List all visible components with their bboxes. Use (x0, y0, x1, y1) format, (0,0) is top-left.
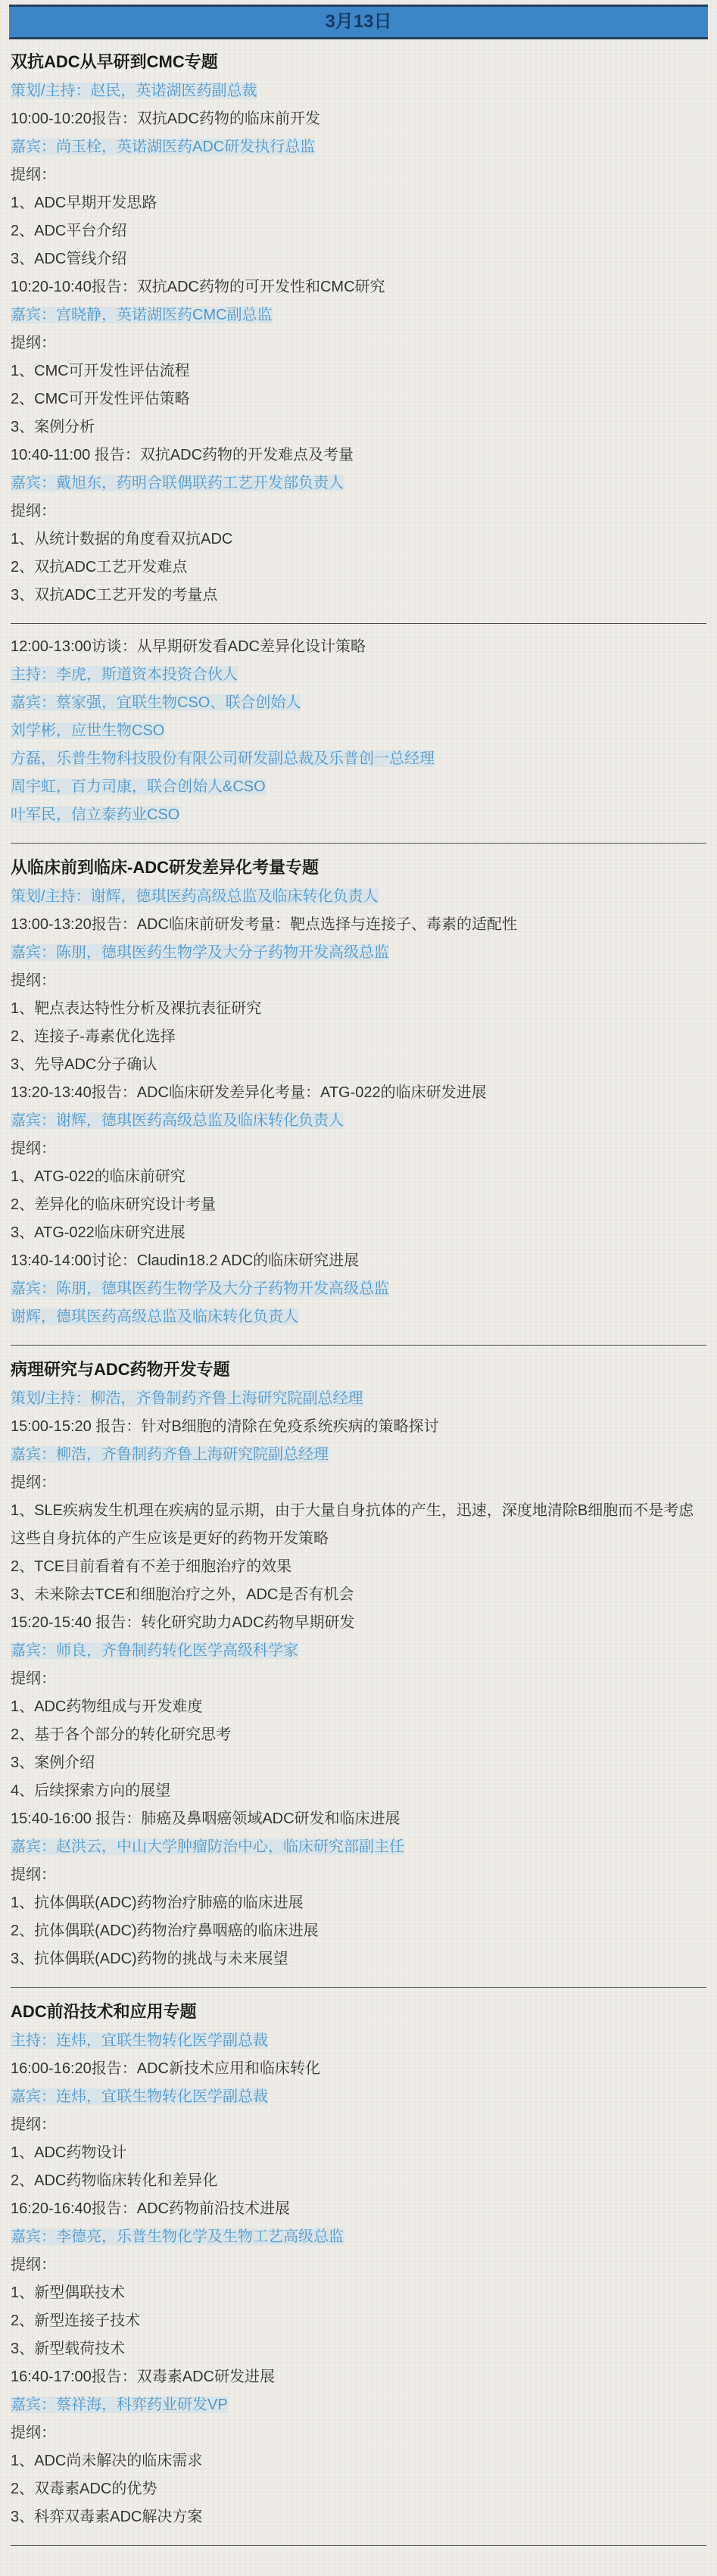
line-text: 10:00-10:20报告：双抗ADC药物的临床前开发 (11, 111, 320, 127)
line-text: 提纲： (11, 503, 56, 519)
host-line (11, 661, 706, 689)
talk-line (11, 1609, 706, 1637)
line-text: 3、双抗ADC工艺开发的考量点 (11, 587, 218, 603)
line-text: 2、连接子-毒素优化选择 (11, 1028, 176, 1045)
outline-label (11, 161, 706, 189)
outline-item (11, 1889, 706, 1917)
line-text: 提纲： (11, 2425, 56, 2441)
line-text: 3、ATG-022临床研究进展 (11, 1224, 185, 1241)
outline-item (11, 1777, 706, 1805)
line-text: 16:00-16:20报告：ADC新技术应用和临床转化 (11, 2060, 320, 2077)
host-line (11, 2027, 706, 2055)
line-text: 2、抗体偶联(ADC)药物治疗鼻咽癌的临床进展 (11, 1923, 319, 1939)
outline-label (11, 2251, 706, 2279)
line-text: 提纲： (11, 1140, 56, 1157)
outline-item (11, 1693, 706, 1721)
host-line (11, 883, 706, 911)
talk-line (11, 1079, 706, 1107)
line-text: 2、新型连接子技术 (11, 2312, 141, 2329)
guest-line (11, 801, 706, 829)
line-text: 提纲： (11, 2256, 56, 2273)
line-text: 1、从统计数据的角度看双抗ADC (11, 531, 233, 547)
guest-line (11, 1833, 706, 1861)
talk-line (11, 633, 706, 661)
outline-label (11, 967, 706, 995)
talk-line (11, 2363, 706, 2391)
talk-line (11, 1413, 706, 1441)
talk-line (11, 2195, 706, 2223)
outline-item (11, 554, 706, 582)
outline-label (11, 2419, 706, 2447)
outline-label (11, 2111, 706, 2139)
guest-line (11, 1441, 706, 1469)
guest-line (11, 2391, 706, 2419)
line-text: 提纲： (11, 167, 56, 183)
guest-line (11, 2223, 706, 2251)
line-text: 主持：李虎，斯道资本投资合伙人 (11, 666, 238, 683)
line-text: 提纲： (11, 2116, 56, 2133)
outline-item (11, 1051, 706, 1079)
outline-label (11, 497, 706, 525)
sections-container (0, 47, 717, 2546)
line-text: 策划/主持：赵民，英诺湖医药副总裁 (11, 83, 257, 99)
line-text: 提纲： (11, 972, 56, 989)
line-text: 1、ADC尚未解决的临床需求 (11, 2453, 203, 2469)
outline-item (11, 2335, 706, 2363)
outline-label (11, 329, 706, 357)
line-text: 10:40-11:00 报告：双抗ADC药物的开发难点及考量 (11, 447, 354, 463)
outline-item (11, 2167, 706, 2195)
line-text: 3、新型载荷技术 (11, 2341, 126, 2357)
outline-item (11, 2447, 706, 2475)
line-text: 2、双抗ADC工艺开发难点 (11, 559, 188, 575)
talk-line (11, 441, 706, 469)
guest-line (11, 301, 706, 329)
line-text: 3、科弈双毒素ADC解决方案 (11, 2509, 203, 2525)
line-text: 3、案例分析 (11, 419, 95, 435)
talk-line (11, 273, 706, 301)
line-text: 3、案例介绍 (11, 1754, 95, 1771)
session-section (11, 633, 706, 829)
line-text: 3、抗体偶联(ADC)药物的挑战与未来展望 (11, 1951, 288, 1967)
outline-label (11, 1665, 706, 1693)
guest-line (11, 717, 706, 745)
outline-item (11, 1721, 706, 1749)
outline-item (11, 995, 706, 1023)
outline-item (11, 189, 706, 217)
outline-item (11, 2139, 706, 2167)
line-text: 1、ADC早期开发思路 (11, 195, 157, 211)
section-divider (11, 623, 706, 624)
line-text: 嘉宾：戴旭东，药明合联偶联药工艺开发部负责人 (11, 475, 344, 491)
line-text: 1、CMC可开发性评估流程 (11, 363, 190, 379)
line-text: 谢辉，德琪医药高级总监及临床转化负责人 (11, 1308, 298, 1325)
outline-item (11, 2503, 706, 2531)
section-title: 病理研究与ADC药物开发专题 (11, 1360, 230, 1379)
line-text: 提纲： (11, 1474, 56, 1491)
line-text: 13:40-14:00讨论：Claudin18.2 ADC的临床研究进展 (11, 1252, 360, 1269)
section-divider (11, 1345, 706, 1346)
outline-item (11, 1497, 706, 1553)
outline-item (11, 385, 706, 413)
line-text: 3、先导ADC分子确认 (11, 1056, 157, 1073)
host-line (11, 77, 706, 105)
guest-line (11, 133, 706, 161)
line-text: 2、基于各个部分的转化研究思考 (11, 1726, 232, 1743)
line-text: 3、ADC管线介绍 (11, 251, 127, 267)
line-text: 提纲： (11, 335, 56, 351)
line-text: 15:00-15:20 报告：针对B细胞的清除在免疫系统疾病的策略探讨 (11, 1418, 439, 1435)
outline-label (11, 1469, 706, 1497)
guest-line (11, 2083, 706, 2111)
session-section (11, 1997, 706, 2531)
section-divider (11, 843, 706, 844)
line-text: 叶军民，信立泰药业CSO (11, 806, 180, 823)
talk-line (11, 2055, 706, 2083)
line-text: 3、未来除去TCE和细胞治疗之外，ADC是否有机会 (11, 1586, 354, 1603)
line-text: 嘉宾：宫晓静，英诺湖医药CMC副总监 (11, 307, 273, 323)
outline-item (11, 1163, 706, 1191)
outline-item (11, 2475, 706, 2503)
line-text: 嘉宾：蔡祥海，科弈药业研发VP (11, 2397, 228, 2413)
session-section (11, 47, 706, 610)
outline-item (11, 245, 706, 273)
line-text: 刘学彬，应世生物CSO (11, 722, 165, 739)
outline-item (11, 357, 706, 385)
outline-label (11, 1135, 706, 1163)
line-text: 嘉宾：柳浩，齐鲁制药齐鲁上海研究院副总经理 (11, 1446, 329, 1463)
line-text: 嘉宾：陈朋，德琪医药生物学及大分子药物开发高级总监 (11, 1280, 389, 1297)
section-divider (11, 2545, 706, 2546)
talk-line (11, 1805, 706, 1833)
line-text: 15:40-16:00 报告：肺癌及鼻咽癌领域ADC研发和临床进展 (11, 1810, 401, 1827)
outline-item (11, 2279, 706, 2307)
line-text: 策划/主持：柳浩，齐鲁制药齐鲁上海研究院副总经理 (11, 1390, 363, 1407)
line-text: 1、ADC药物设计 (11, 2144, 127, 2161)
talk-line (11, 1247, 706, 1275)
guest-line (11, 1637, 706, 1665)
line-text: 嘉宾：连炜，宜联生物转化医学副总裁 (11, 2088, 268, 2105)
line-text: 4、后续探索方向的展望 (11, 1782, 171, 1799)
line-text: 嘉宾：蔡家强，宜联生物CSO、联合创始人 (11, 694, 301, 711)
talk-line (11, 105, 706, 133)
line-text: 2、ADC药物临床转化和差异化 (11, 2172, 218, 2189)
outline-label (11, 1861, 706, 1889)
section-title: ADC前沿技术和应用专题 (11, 2002, 197, 2021)
line-text: 嘉宾：谢辉，德琪医药高级总监及临床转化负责人 (11, 1112, 344, 1129)
outline-item (11, 217, 706, 245)
outline-item (11, 1023, 706, 1051)
guest-line (11, 1107, 706, 1135)
line-text: 1、新型偶联技术 (11, 2284, 126, 2301)
line-text: 15:20-15:40 报告：转化研究助力ADC药物早期研发 (11, 1614, 355, 1631)
outline-item (11, 1917, 706, 1945)
line-text: 1、ADC药物组成与开发难度 (11, 1698, 203, 1715)
date-header-text: 3月13日 (325, 11, 392, 32)
line-text: 策划/主持：谢辉，德琪医药高级总监及临床转化负责人 (11, 888, 379, 905)
line-text: 嘉宾：师良，齐鲁制药转化医学高级科学家 (11, 1642, 298, 1659)
line-text: 2、ADC平台介绍 (11, 223, 127, 239)
line-text: 嘉宾：陈朋，德琪医药生物学及大分子药物开发高级总监 (11, 944, 389, 961)
section-divider (11, 1987, 706, 1988)
line-text: 2、CMC可开发性评估策略 (11, 391, 190, 407)
line-text: 2、TCE目前看着有不差于细胞治疗的效果 (11, 1558, 292, 1575)
line-text: 13:00-13:20报告：ADC临床前研发考量：靶点选择与连接子、毒素的适配性 (11, 916, 517, 933)
guest-line (11, 745, 706, 773)
line-text: 嘉宾：赵洪云，中山大学肿瘤防治中心，临床研究部副主任 (11, 1838, 404, 1855)
outline-item (11, 1219, 706, 1247)
line-text: 提纲： (11, 1867, 56, 1883)
line-text: 方磊，乐普生物科技股份有限公司研发副总裁及乐普创一总经理 (11, 750, 435, 767)
line-text: 2、差异化的临床研究设计考量 (11, 1196, 217, 1213)
line-text: 1、ATG-022的临床前研究 (11, 1168, 185, 1185)
line-text: 16:40-17:00报告：双毒素ADC研发进展 (11, 2369, 275, 2385)
outline-item (11, 413, 706, 441)
outline-item (11, 1553, 706, 1581)
line-text: 提纲： (11, 1670, 56, 1687)
guest-line (11, 1303, 706, 1331)
line-text: 2、双毒素ADC的优势 (11, 2481, 157, 2497)
session-section (11, 853, 706, 1331)
host-line (11, 1385, 706, 1413)
session-section (11, 1355, 706, 1973)
outline-item (11, 2307, 706, 2335)
guest-line (11, 1275, 706, 1303)
line-text: 嘉宾：李德亮，乐普生物化学及生物工艺高级总监 (11, 2228, 344, 2245)
date-header-bar (9, 5, 708, 39)
guest-line (11, 939, 706, 967)
line-text: 1、抗体偶联(ADC)药物治疗肺癌的临床进展 (11, 1895, 304, 1911)
guest-line (11, 689, 706, 717)
outline-item (11, 1945, 706, 1973)
guest-line (11, 773, 706, 801)
line-text: 嘉宾：尚玉栓，英诺湖医药ADC研发执行总监 (11, 139, 316, 155)
line-text: 10:20-10:40报告：双抗ADC药物的可开发性和CMC研究 (11, 279, 385, 295)
outline-item (11, 582, 706, 610)
line-text: 1、靶点表达特性分析及裸抗表征研究 (11, 1000, 262, 1017)
line-text: 16:20-16:40报告：ADC药物前沿技术进展 (11, 2200, 290, 2217)
outline-item (11, 1581, 706, 1609)
talk-line (11, 911, 706, 939)
guest-line (11, 469, 706, 497)
line-text: 周宇虹，百力司康，联合创始人&CSO (11, 778, 266, 795)
outline-item (11, 1191, 706, 1219)
line-text: 主持：连炜，宜联生物转化医学副总裁 (11, 2032, 268, 2049)
outline-item (11, 1749, 706, 1777)
section-title: 从临床前到临床-ADC研发差异化考量专题 (11, 858, 319, 877)
section-title: 双抗ADC从早研到CMC专题 (11, 52, 218, 71)
outline-item (11, 525, 706, 554)
line-text: 13:20-13:40报告：ADC临床研发差异化考量：ATG-022的临床研发进展 (11, 1084, 487, 1101)
line-text: 1、SLE疾病发生机理在疾病的显示期，由于大量自身抗体的产生，迅速，深度地清除B细胞而不是考虑这些自身抗体的产生应该是更好的药物开发策略 (11, 1502, 694, 1547)
line-text: 12:00-13:00访谈：从早期研发看ADC差异化设计策略 (11, 638, 366, 655)
